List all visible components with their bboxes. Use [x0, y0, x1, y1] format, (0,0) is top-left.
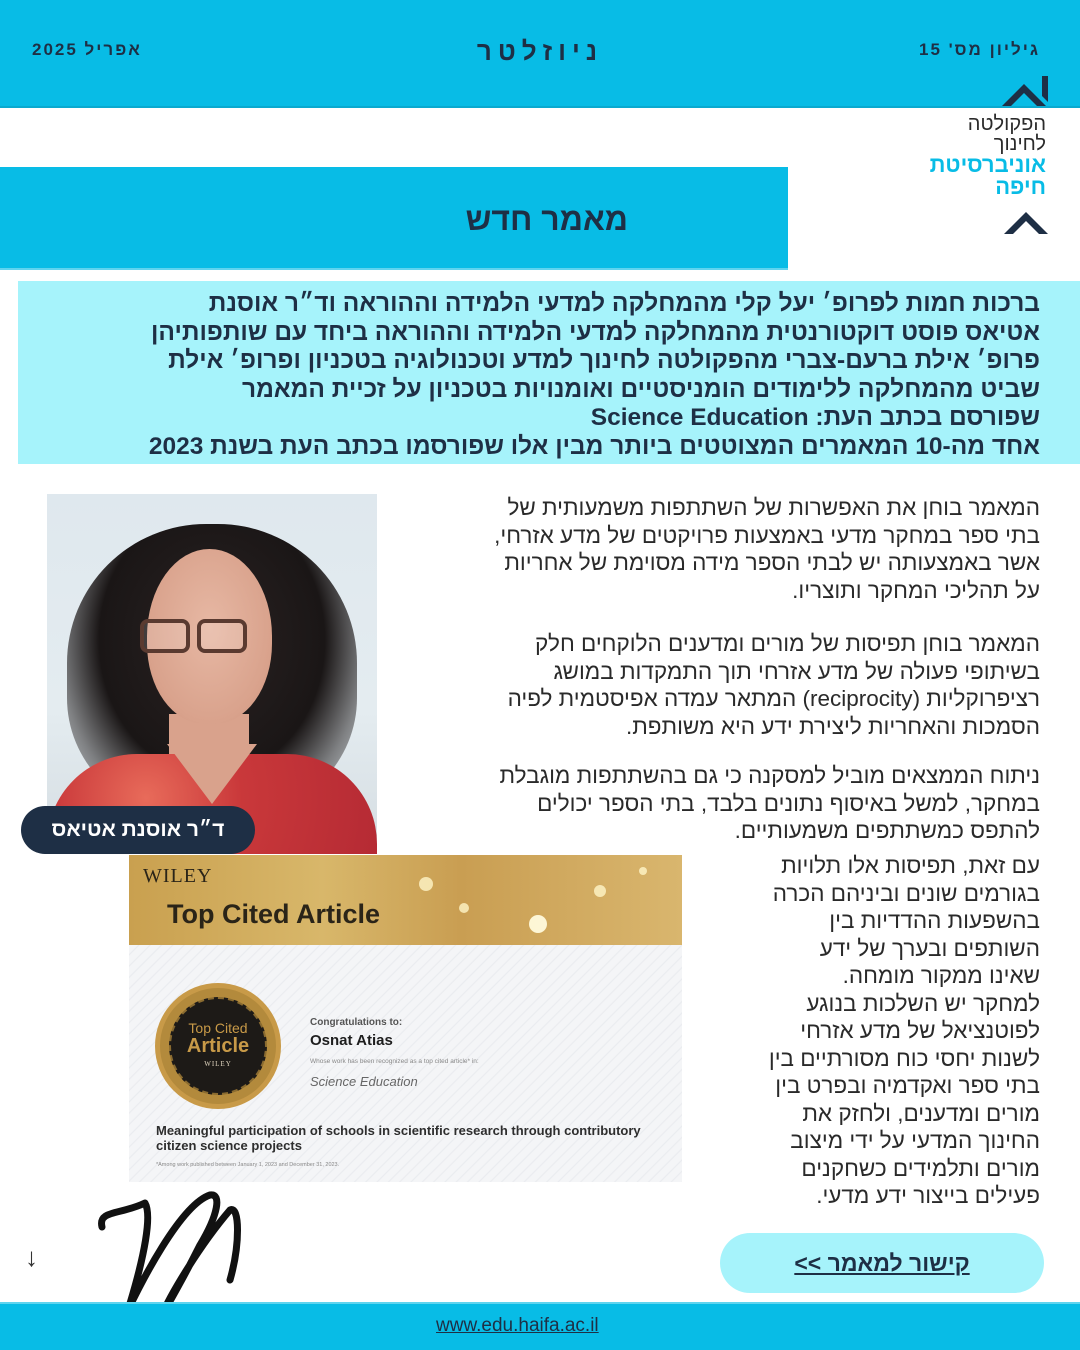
section-title: מאמר חדש [465, 201, 628, 237]
author-photo [47, 494, 377, 854]
text-line: המאמר בוחן תפיסות של מורים ומדענים הלוקחים חלק [535, 631, 1040, 656]
certificate-footnote: *Among work published between January 1, 2023 and December 31, 2023. [156, 1162, 340, 1168]
text-line: הסמכות והאחריות ליצירת ידע היא משותפת. [626, 713, 1040, 739]
certificate-heading: Top Cited Article [167, 899, 381, 929]
article-paragraph-2 [400, 630, 1040, 740]
text-line: מורים ותלמידים כשחקנים [801, 1155, 1040, 1181]
congrats-line: שפורסם בכתב העת: Science Education [590, 404, 1040, 431]
text-line: לשנות יחסי כוח מסורתיים בין [768, 1045, 1040, 1071]
award-badge-icon [155, 983, 281, 1109]
text-line: רציפרוקליות (reciprocity) המתאר עמדה אפיסטמית לפיה [507, 686, 1040, 711]
article-paragraph-4 [710, 852, 1040, 1210]
text-line: השותפים ובערך של ידע [819, 935, 1040, 961]
text-line: במחקר, למשל באיסוף נתונים בלבד, בתי הספר יכולים [537, 790, 1040, 816]
newsletter-title: ניוזלטר [476, 36, 604, 66]
faculty-logo [930, 114, 1046, 198]
text-line: לפוטנציאל של מדע אזרחי [800, 1018, 1040, 1043]
certificate-congrats-to: Congratulations to: [310, 1017, 403, 1028]
chevron-up-icon [1002, 206, 1050, 236]
text-line: מורים ומדענים, ולחזק את [802, 1100, 1040, 1126]
congrats-line: ברכות חמות לפרופ׳ יעל קלי מהמחלקה למדעי הלמידה וההוראה וד״ר אוסנת [208, 290, 1040, 317]
text-line: פעילים בייצור ידע מדעי. [816, 1183, 1040, 1208]
text-line: בהשפעות ההדדיות בין [829, 908, 1040, 933]
congratulations-box [18, 281, 1080, 464]
certificate-article-title: Meaningful participation of schools in scientific research through contributory citizen science projects [156, 1123, 641, 1153]
congrats-line: פרופ׳ אילת ברעם-צברי מהפקולטה לחינוך למדע וטכנולוגיה בטכניון ופרופ׳ אילת [168, 347, 1040, 374]
certificate-recipient: Osnat Atias [310, 1032, 393, 1049]
logo-line-haifa: חיפה [995, 174, 1046, 199]
chevron-up-icon [1002, 76, 1050, 106]
text-line: בתי ספר במחקר מדעי באמצעות פרויקטים של מדע אזרחי, [494, 522, 1040, 548]
text-line: להתפס כמשתתפים משמעותיים. [734, 818, 1040, 843]
text-line: שאינו ממקור מומחה. [842, 963, 1040, 988]
badge-text: Article [186, 1035, 250, 1057]
logo-line-faculty: הפקולטה [967, 113, 1046, 135]
congrats-line: אחד מה-10 המאמרים המצוטטים ביותר מבין אלו שפורסמו בכתב העת בשנת 2023 [148, 432, 1040, 460]
section-header [0, 167, 788, 270]
footer-bar [0, 1302, 1080, 1350]
article-link-label: קישור למאמר >> [794, 1250, 970, 1276]
badge-text: Top Cited [188, 1020, 248, 1036]
article-paragraph-3 [400, 762, 1040, 845]
issue-number: גיליון מס' 15 [918, 40, 1040, 59]
congrats-line: אטיאס פוסט דוקטורנטית מהמחלקה למדעי הלמידה וההוראה ביחד עם שותפותיהן [151, 318, 1040, 346]
text-line: למחקר יש השלכות בנוגע [806, 990, 1040, 1016]
text-line: בתי ספר ואקדמיה ובפרט בין [775, 1073, 1040, 1098]
article-paragraph-1 [400, 494, 1040, 604]
badge-text: WILEY [204, 1060, 232, 1068]
congrats-line: שביט מהמחלקה ללימודים הומניסטיים ואומנויות בטכניון על זכיית המאמר [242, 375, 1040, 403]
certificate-header [129, 855, 682, 945]
certificate-journal: Science Education [310, 1074, 418, 1089]
publisher-logo: WILEY [143, 865, 213, 887]
website-link[interactable]: www.edu.haifa.ac.il [436, 1315, 599, 1336]
text-line: על תהליכי המחקר ותוצריו. [792, 577, 1040, 603]
text-line: ניתוח הממצאים מוביל למסקנה כי גם בהשתתפות מוגבלת [499, 763, 1040, 788]
top-banner [0, 0, 1080, 108]
text-line: המאמר בוחן את האפשרות של השתתפות משמעותית של [507, 495, 1040, 520]
logo-line-education: לחינוך [993, 133, 1046, 155]
issue-date: אפריל 2025 [32, 40, 142, 59]
certificate-whose: Whose work has been recognized as a top cited article* in: [310, 1058, 479, 1065]
text-line: החינוך המדעי על ידי מיצוב [790, 1128, 1040, 1153]
logo-line-university: אוניברסיטת [929, 152, 1046, 177]
author-name-label: ד״ר אוסנת אטיאס [21, 806, 255, 854]
text-line: עם זאת, תפיסות אלו תלויות [781, 853, 1040, 878]
down-arrow-icon: ↓ [25, 1242, 38, 1272]
text-line: בגורמים שונים וביניהם הכרה [772, 880, 1040, 906]
text-line: בשיתופי פעולה של מדע אזרחי תוך התמקדות במושג [553, 658, 1040, 684]
article-link-button[interactable] [720, 1233, 1044, 1293]
award-certificate [129, 855, 682, 1182]
text-line: אשר באמצעותה יש לבתי הספר מידה מסוימת של אחריות [504, 550, 1040, 575]
